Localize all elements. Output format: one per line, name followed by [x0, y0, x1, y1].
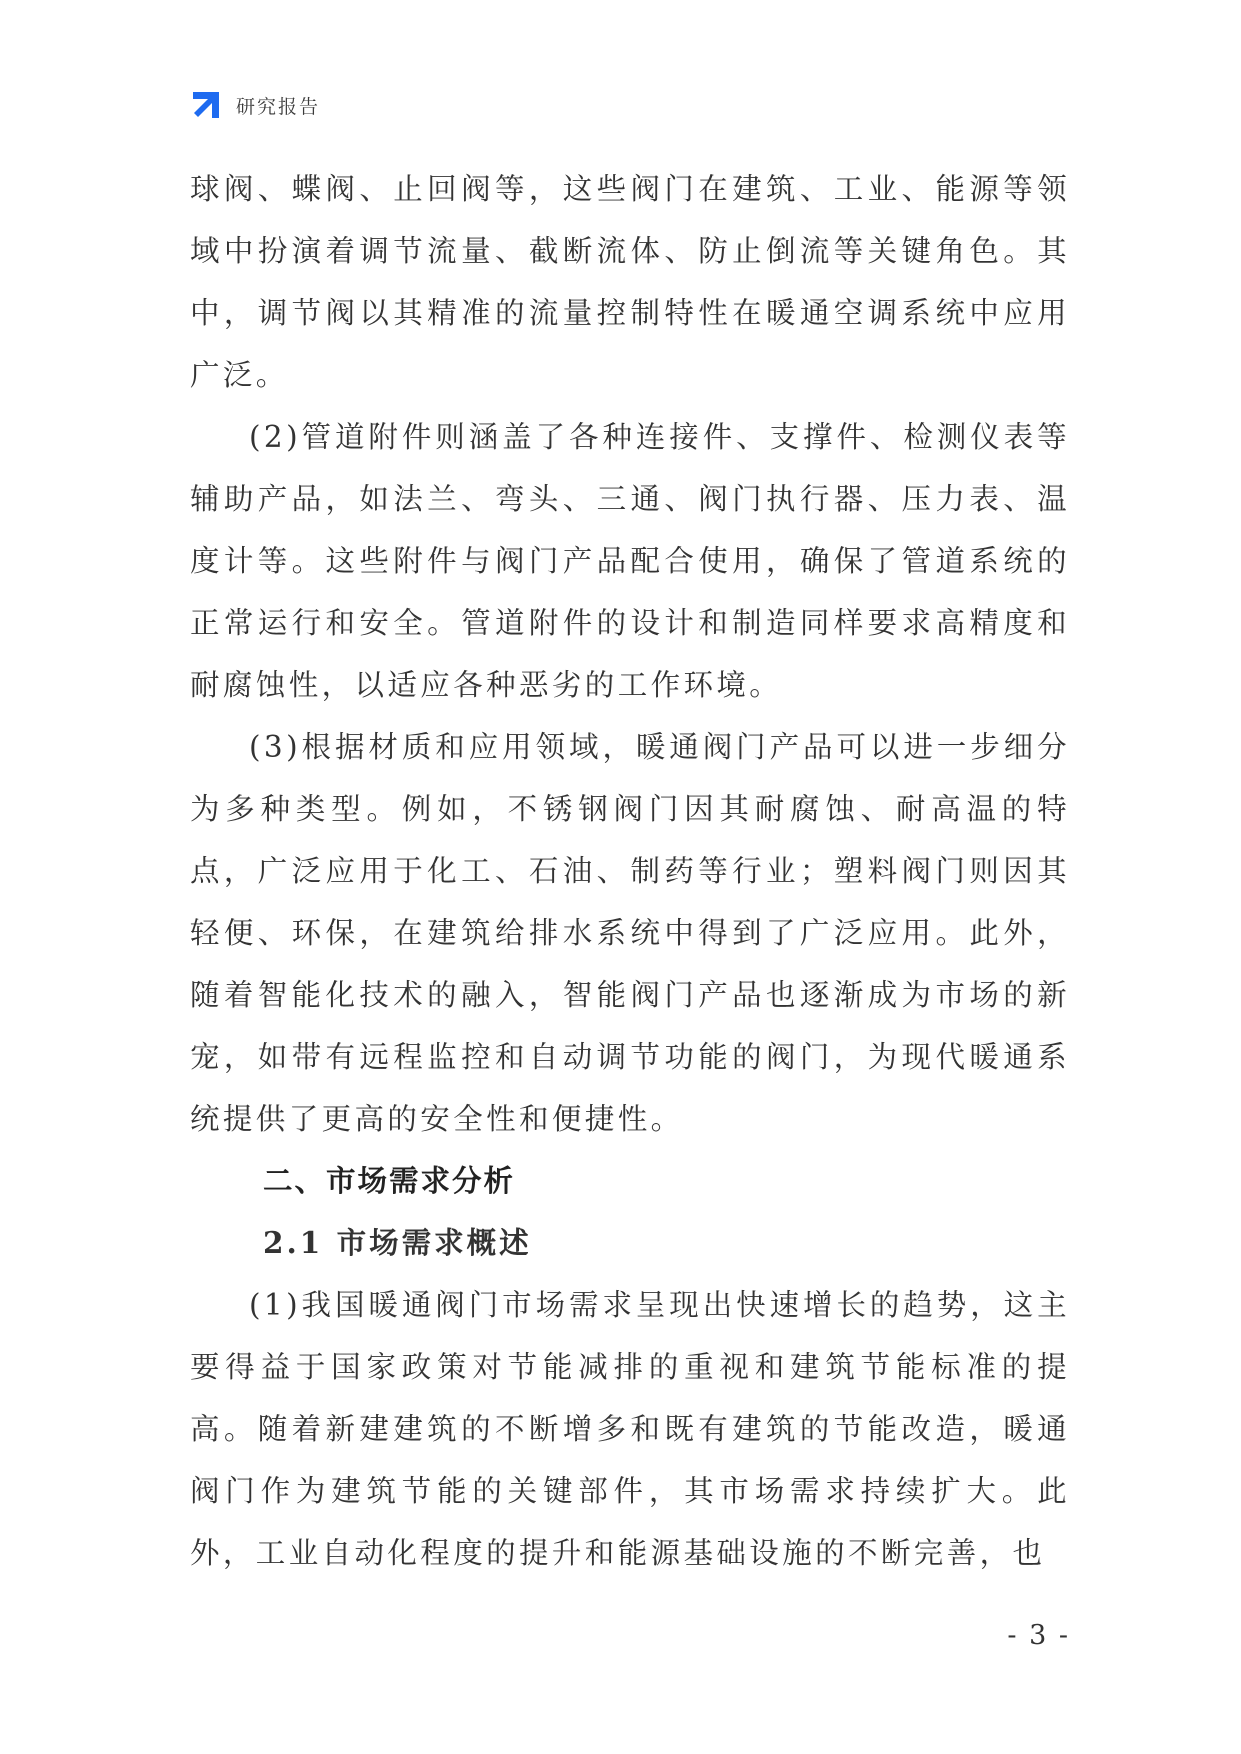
arrow-logo-icon [190, 89, 222, 121]
paragraph-valve-types-continued: 球阀、蝶阀、止回阀等，这些阀门在建筑、工业、能源等领域中扮演着调节流量、截断流体、防止倒流等关键角色。其中，调节阀以其精准的流量控制特性在暖通空调系统中应用广泛。 [190, 172, 1070, 392]
section-heading: 二、市场需求分析 [263, 1164, 516, 1198]
paragraph-market-demand: (1)我国暖通阀门市场需求呈现出快速增长的趋势，这主要得益于国家政策对节能减排的重视和建筑节能标准的提高。随着新建建筑的不断增多和既有建筑的节能改造，暖通阀门作为建筑节能的关键部件，其市场需求持续扩大。此外，工业自动化程度的提升和能源基础设施的不断完善，也 [190, 1288, 1070, 1570]
paragraph-material-classification: (3)根据材质和应用领域，暖通阀门产品可以进一步细分为多种类型。例如，不锈钢阀门因其耐腐蚀、耐高温的特点，广泛应用于化工、石油、制药等行业；塑料阀门则因其轻便、环保，在建筑给排水系统中得到了广泛应用。此外，随着智能化技术的融入，智能阀门产品也逐渐成为市场的新宠，如带有远程监控和自动调节功能的阀门，为现代暖通系统提供了更高的安全性和便捷性。 [190, 730, 1070, 1136]
subsection-heading: 2.1 市场需求概述 [263, 1225, 532, 1260]
report-header [190, 88, 320, 122]
document-body [190, 158, 1070, 1584]
header-title: 研究报告 [236, 95, 321, 118]
paragraph-pipe-fittings: (2)管道附件则涵盖了各种连接件、支撑件、检测仪表等辅助产品，如法兰、弯头、三通、阀门执行器、压力表、温度计等。这些附件与阀门产品配合使用，确保了管道系统的正常运行和安全。管道附件的设计和制造同样要求高精度和耐腐蚀性，以适应各种恶劣的工作环境。 [190, 420, 1070, 702]
page-number: - 3 - [1007, 1620, 1070, 1651]
